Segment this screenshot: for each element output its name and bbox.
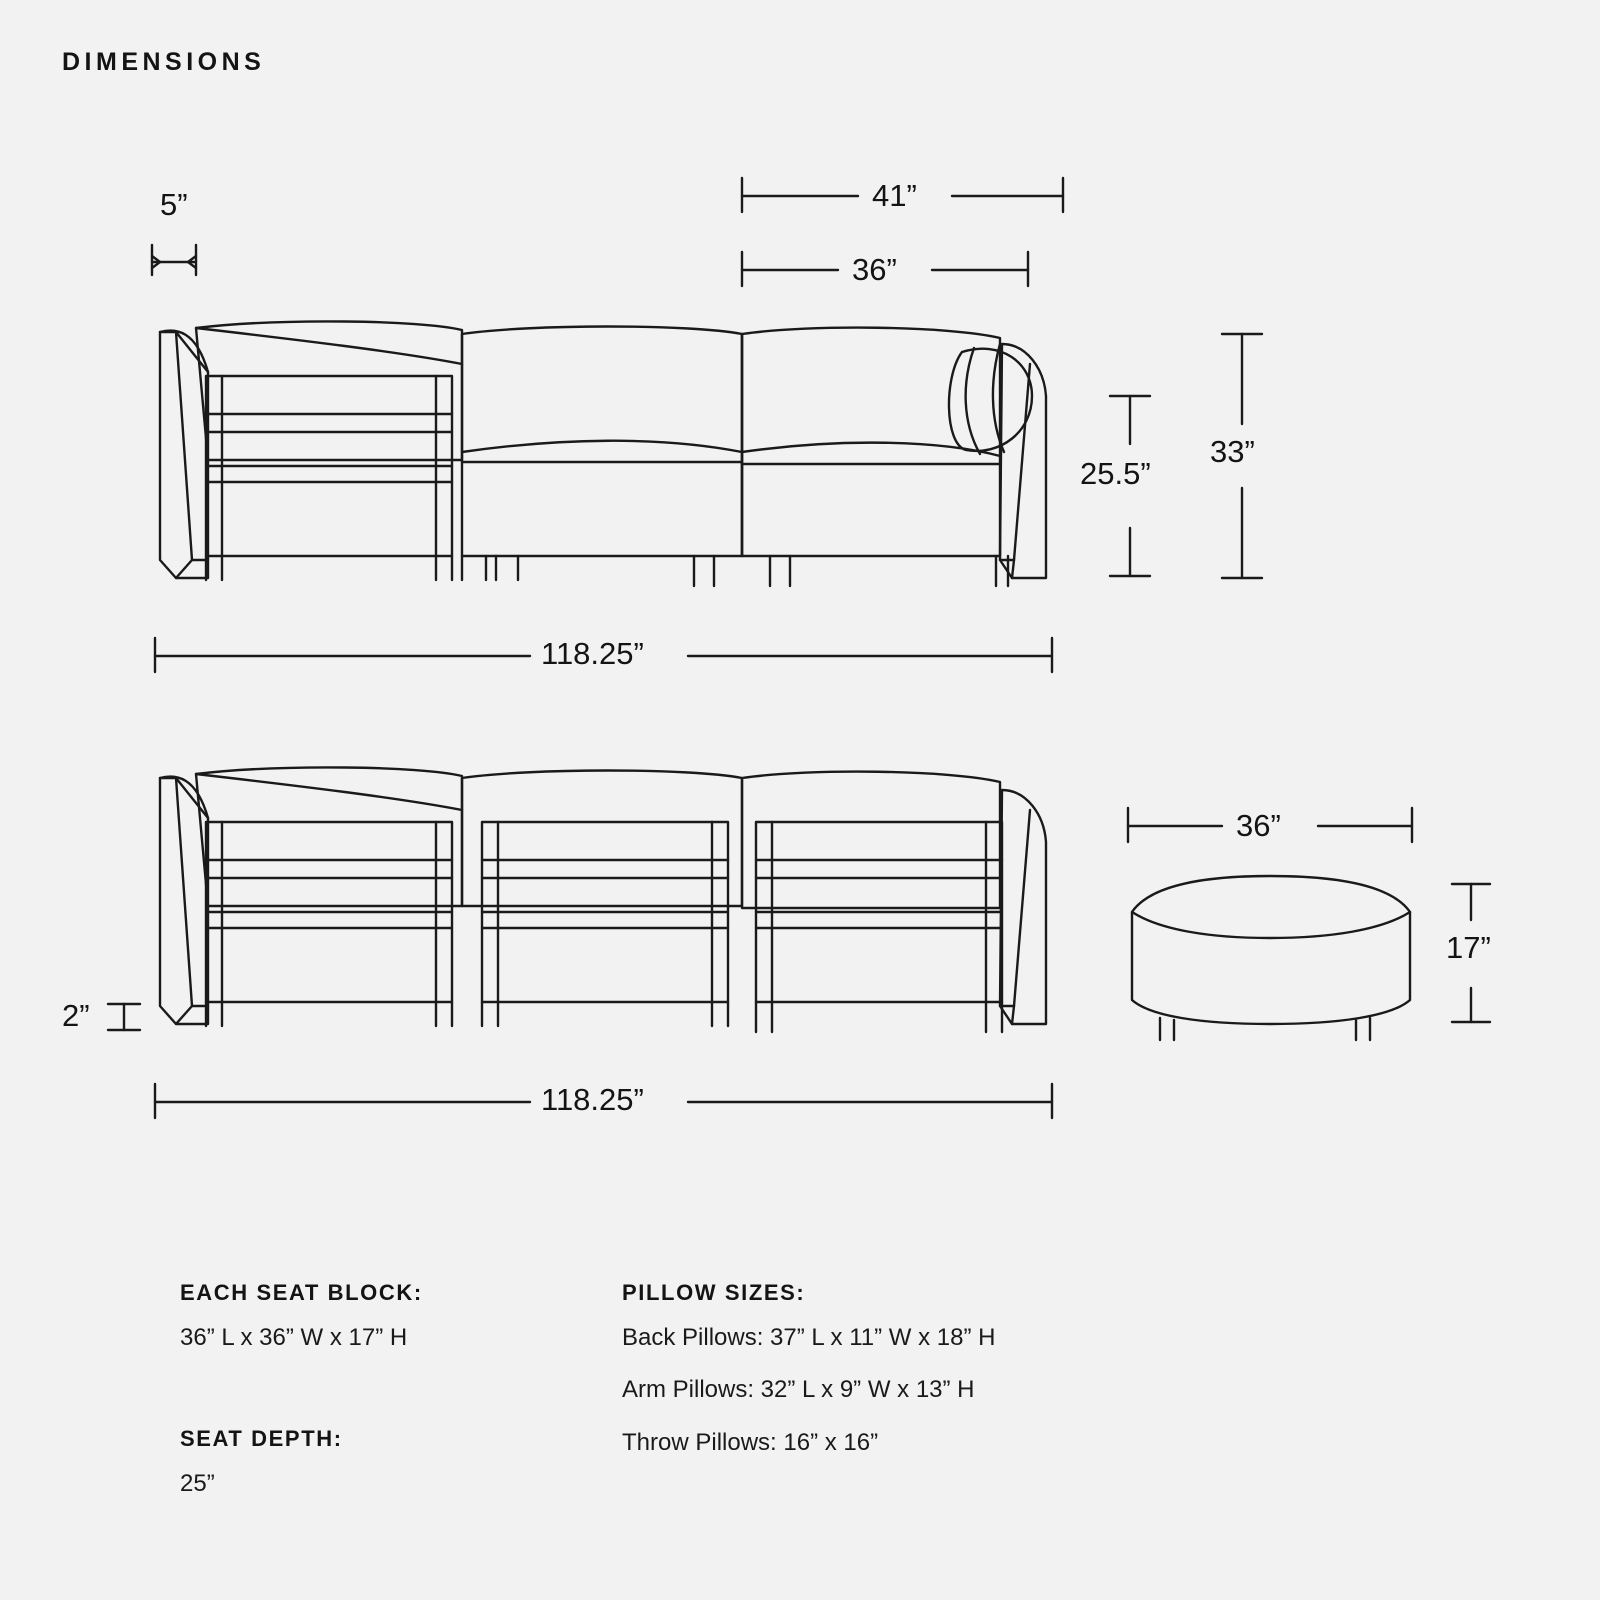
sofa-front-illustration: [160, 321, 1046, 586]
dim-label-seat-block-width: 36”: [852, 252, 897, 287]
pillow-size-item: Back Pillows: 37” L x 11” W x 18” H: [622, 1324, 996, 1351]
dim-label-arm-width: 5”: [160, 187, 188, 222]
dim-label-ottoman-height: 17”: [1446, 930, 1491, 965]
specs-column-left: [180, 1280, 600, 1521]
ottoman-illustration: [1132, 876, 1410, 1040]
seat-depth-value: 25”: [180, 1470, 215, 1498]
dim-leg-height-2in: [108, 1004, 140, 1030]
dim-arm-width-5in: [152, 245, 196, 275]
seat-depth-heading: SEAT DEPTH:: [180, 1426, 343, 1452]
specs-column-right: [622, 1280, 1322, 1479]
dim-label-overall-length-back: 118.25”: [541, 1082, 644, 1117]
dim-label-seat-height: 25.5”: [1080, 456, 1151, 491]
dim-label-ottoman-width: 36”: [1236, 808, 1281, 843]
pillow-size-item: Throw Pillows: 16” x 16”: [622, 1428, 879, 1456]
dim-label-seat-overall-width: 41”: [872, 178, 917, 213]
spacer: [180, 1374, 600, 1426]
seat-block-heading: EACH SEAT BLOCK:: [180, 1280, 423, 1305]
pillow-size-item: Arm Pillows: 32” L x 9” W x 13” H: [622, 1376, 975, 1404]
pillow-sizes-heading: PILLOW SIZES:: [622, 1280, 806, 1305]
seat-block-value: 36” L x 36” W x 17” H: [180, 1324, 408, 1351]
sofa-back-illustration: [160, 767, 1046, 1032]
dim-label-leg-height: 2”: [62, 998, 90, 1033]
dim-label-overall-length-front: 118.25”: [541, 636, 644, 671]
page-title: DIMENSIONS: [62, 48, 266, 76]
dim-label-overall-height: 33”: [1210, 434, 1255, 469]
